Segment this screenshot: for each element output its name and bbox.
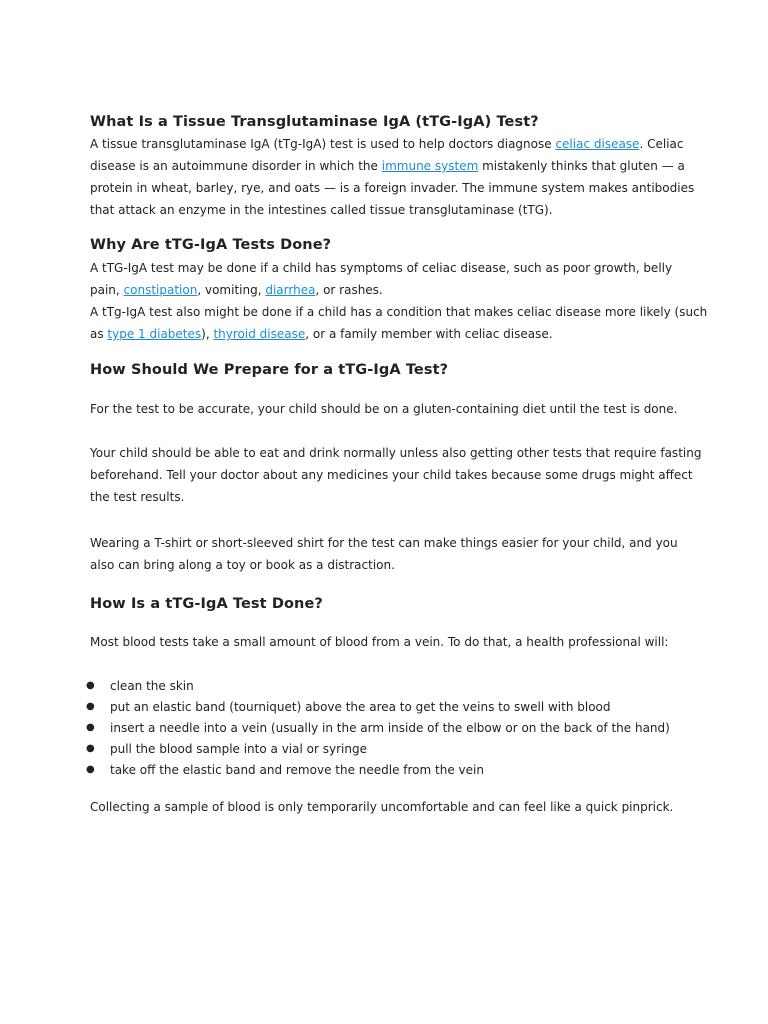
heading-how-prepare: How Should We Prepare for a tTG-IgA Test? bbox=[90, 362, 449, 378]
paragraph-gluten-diet: For the test to be accurate, your child should be on a gluten-containing diet until the test is done. bbox=[90, 402, 678, 416]
bullet-icon: ● bbox=[86, 680, 95, 691]
link-immune-system[interactable]: immune system bbox=[381, 159, 479, 173]
paragraph-pinprick: Collecting a sample of blood is only temporarily uncomfortable and can feel like a quick pinprick. bbox=[90, 800, 674, 814]
list-item: ● insert a needle into a vein (usually in the arm inside of the elbow or on the back of the hand) bbox=[0, 718, 690, 739]
paragraph-tshirt: Wearing a T-shirt or short-sleeved shirt for the test can make things easier for your child, and you also can bring along a toy or book as a distraction. bbox=[90, 536, 678, 572]
bullet-icon: ● bbox=[86, 700, 95, 712]
bullet-icon: ● bbox=[86, 721, 95, 733]
paragraph-why-done: A tTG-IgA test may be done if a child has symptoms of celiac disease, such as poor growth, belly pain, constipation, vomiting, diarrhea, or rashes. A tTg-IgA test also might be done if a child has a condition that makes celiac disease more likely (such as type 1 diabetes), thyroid disease, or a family member with celiac disease. bbox=[90, 261, 708, 341]
heading-why-done: Why Are tTG-IgA Tests Done? bbox=[90, 237, 332, 253]
paragraph-intro: A tissue transglutaminase IgA (tTg-IgA) test is used to help doctors diagnose celiac disease. Celiac disease is an autoimmune disorder in which the immune system mistakenly thinks that gluten — a protein in wheat, barley, rye, and oats — is a foreign invader. The immune system makes antibodies that attack an enzyme in the intestines called tissue transglutaminase (tTG). bbox=[90, 137, 695, 217]
procedure-steps-list bbox=[0, 676, 690, 780]
link-type-1-diabetes[interactable]: type 1 diabetes bbox=[107, 327, 202, 341]
list-item: ● pull the blood sample into a vial or syringe bbox=[0, 739, 690, 760]
list-item: ● put an elastic band (tourniquet) above the area to get the veins to swell with blood bbox=[0, 697, 690, 718]
heading-what-is-ttg-iga: What Is a Tissue Transglutaminase IgA (tTG-IgA) Test? bbox=[90, 114, 539, 130]
list-item: ● clean the skin bbox=[0, 676, 690, 697]
list-item: ● take off the elastic band and remove the needle from the vein bbox=[0, 760, 690, 781]
link-thyroid-disease[interactable]: thyroid disease bbox=[213, 327, 306, 341]
link-diarrhea[interactable]: diarrhea bbox=[265, 283, 316, 297]
heading-how-done: How Is a tTG-IgA Test Done? bbox=[90, 596, 323, 612]
link-constipation[interactable]: constipation bbox=[123, 283, 198, 297]
paragraph-eat-drink: Your child should be able to eat and drink normally unless also getting other tests that require fasting beforehand. Tell your doctor about any medicines your child takes because some drugs might affect the test results. bbox=[90, 446, 702, 504]
bullet-icon: ● bbox=[86, 742, 95, 754]
bullet-icon: ● bbox=[86, 763, 95, 775]
link-celiac-disease[interactable]: celiac disease bbox=[555, 137, 640, 151]
paragraph-blood-tests: Most blood tests take a small amount of blood from a vein. To do that, a health professional will: bbox=[90, 635, 669, 649]
